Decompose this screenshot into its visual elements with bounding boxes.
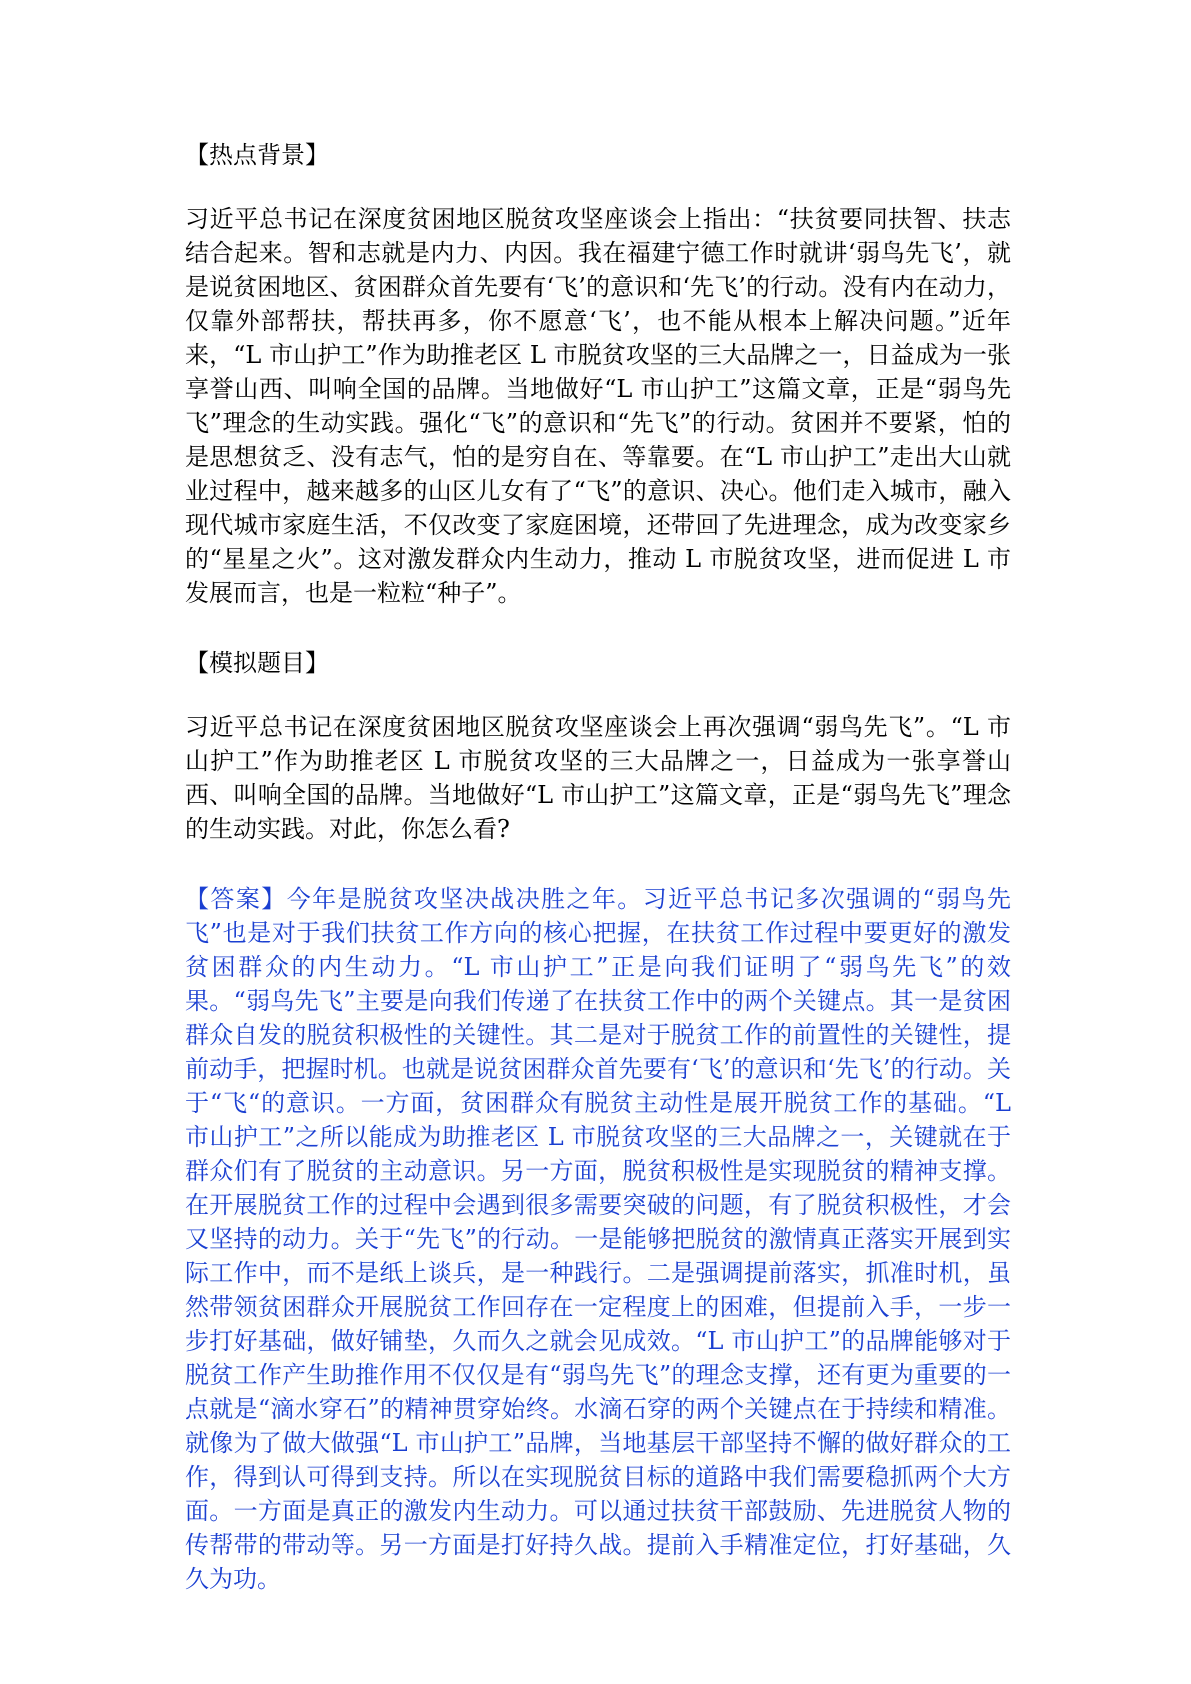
question-heading: 【模拟题目】: [185, 649, 329, 677]
answer-body: 今年是脱贫攻坚决战决胜之年。习近平总书记多次强调的“弱鸟先飞”也是对于我们扶贫工作方向的核心把握，在扶贫工作过程中要更好的激发贫困群众的内生动力。“L 市山护工”正是向我们证明了“弱鸟先飞”的效果。“弱鸟先飞”主要是向我们传递了在扶贫工作中的两个关键点。其一是贫困群众自发的脱贫积极性的关键性。其二是对于脱贫工作的前置性的关键性，提前动手，把握时机。也就是说贫困群众首先要有‘飞’的意识和‘先飞’的行动。关于“飞“的意识。一方面，贫困群众有脱贫主动性是展开脱贫工作的基础。“L 市山护工”之所以能成为助推老区 L 市脱贫攻坚的三大品牌之一，关键就在于群众们有了脱贫的主动意识。另一方面，脱贫积极性是实现脱贫的精神支撑。在开展脱贫工作的过程中会遇到很多需要突破的问题，有了脱贫积极性，才会又坚持的动力。关于“先飞”的行动。一是能够把脱贫的激情真正落实开展到实际工作中，而不是纸上谈兵，是一种践行。二是强调提前落实，抓准时机，虽然带领贫困群众开展脱贫工作回存在一定程度上的困难，但提前入手，一步一步打好基础，做好铺垫，久而久之就会见成效。“L 市山护工”的品牌能够对于脱贫工作产生助推作用不仅仅是有“弱鸟先飞”的理念支撑，还有更为重要的一点就是“滴水穿石”的精神贯穿始终。水滴石穿的两个关键点在于持续和精准。就像为了做大做强“L 市山护工”品牌，当地基层干部坚持不懈的做好群众的工作，得到认可得到支持。所以在实现脱贫目标的道路中我们需要稳抓两个大方面。一方面是真正的激发内生动力。可以通过扶贫干部鼓励、先进脱贫人物的传帮带的带动等。另一方面是打好持久战。提前入手精准定位，打好基础，久久为功。: [185, 885, 1011, 1593]
answer-paragraph: [185, 882, 1011, 1596]
background-paragraph: 习近平总书记在深度贫困地区脱贫攻坚座谈会上指出：“扶贫要同扶智、扶志结合起来。智和志就是内力、内因。我在福建宁德工作时就讲‘弱鸟先飞’，就是说贫困地区、贫困群众首先要有‘飞’的意识和‘先飞’的行动。没有内在动力，仅靠外部帮扶，帮扶再多，你不愿意‘飞’，也不能从根本上解决问题。”近年来，“L 市山护工”作为助推老区 L 市脱贫攻坚的三大品牌之一，日益成为一张享誉山西、叫响全国的品牌。当地做好“L 市山护工”这篇文章，正是“弱鸟先飞”理念的生动实践。强化“飞”的意识和“先飞”的行动。贫困并不要紧，怕的是思想贫乏、没有志气，怕的是穷自在、等靠要。在“L 市山护工”走出大山就业过程中，越来越多的山区儿女有了“飞”的意识、决心。他们走入城市，融入现代城市家庭生活，不仅改变了家庭困境，还带回了先进理念，成为改变家乡的“星星之火”。这对激发群众内生动力，推动 L 市脱贫攻坚，进而促进 L 市发展而言，也是一粒粒“种子”。: [185, 205, 1011, 607]
spacer: [185, 846, 1011, 882]
document-page: [185, 138, 1011, 1596]
spacer: [185, 610, 1011, 646]
answer-label: 【答案】: [185, 885, 287, 913]
question-paragraph: 习近平总书记在深度贫困地区脱贫攻坚座谈会上再次强调“弱鸟先飞”。“L 市山护工”作为助推老区 L 市脱贫攻坚的三大品牌之一，日益成为一张享誉山西、叫响全国的品牌。当地做好“L 市山护工”这篇文章，正是“弱鸟先飞”理念的生动实践。对此，你怎么看?: [185, 713, 1011, 843]
background-heading: 【热点背景】: [185, 141, 329, 169]
spacer: [185, 680, 1011, 710]
spacer: [185, 172, 1011, 202]
